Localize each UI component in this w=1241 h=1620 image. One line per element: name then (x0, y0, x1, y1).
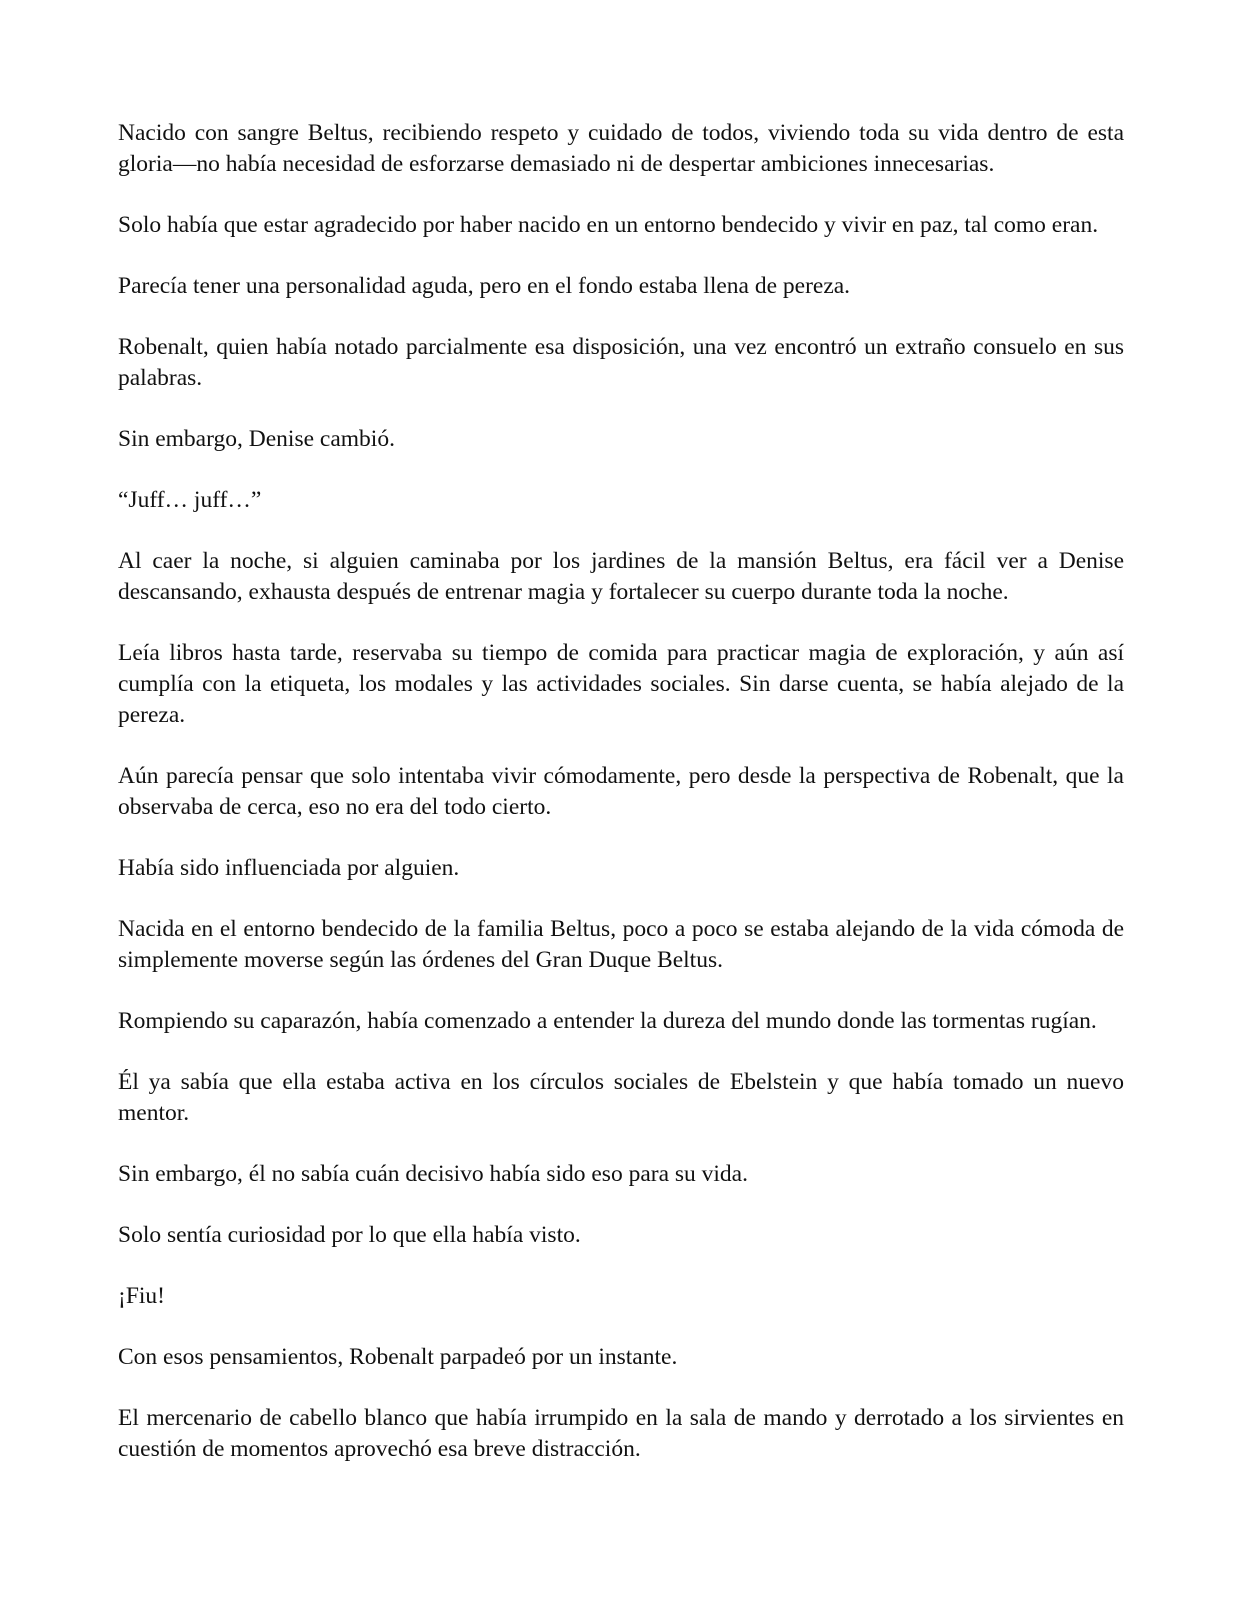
paragraph: Robenalt, quien había notado parcialmente esa disposición, una vez encontró un extraño consuelo en sus palabras. (118, 334, 1124, 391)
paragraph: Había sido influenciada por alguien. (118, 855, 460, 881)
paragraph: Nacido con sangre Beltus, recibiendo respeto y cuidado de todos, viviendo toda su vida dentro de esta gloria—no había necesidad de esforzarse demasiado ni de despertar ambiciones innecesarias. (118, 120, 1124, 177)
paragraph: Solo había que estar agradecido por haber nacido en un entorno bendecido y vivir en paz, tal como eran. (118, 212, 1099, 238)
paragraph: Sin embargo, Denise cambió. (118, 426, 395, 452)
paragraph: Rompiendo su caparazón, había comenzado a entender la dureza del mundo donde las tormentas rugían. (118, 1008, 1097, 1034)
page-body (118, 118, 1124, 1495)
paragraph: ¡Fiu! (118, 1283, 165, 1309)
paragraph: Solo sentía curiosidad por lo que ella había visto. (118, 1222, 581, 1248)
paragraph: Leía libros hasta tarde, reservaba su tiempo de comida para practicar magia de exploración, y aún así cumplía con la etiqueta, los modales y las actividades sociales. Sin darse cuenta, se había alejado de la pereza. (118, 640, 1124, 728)
paragraph: Al caer la noche, si alguien caminaba por los jardines de la mansión Beltus, era fácil ver a Denise descansando, exhausta después de entrenar magia y fortalecer su cuerpo durante toda la noche. (118, 548, 1124, 605)
paragraph: “Juff… juff…” (118, 487, 262, 513)
paragraph: Él ya sabía que ella estaba activa en los círculos sociales de Ebelstein y que había tomado un nuevo mentor. (118, 1069, 1124, 1126)
paragraph: Aún parecía pensar que solo intentaba vivir cómodamente, pero desde la perspectiva de Robenalt, que la observaba de cerca, eso no era del todo cierto. (118, 763, 1124, 820)
paragraph: El mercenario de cabello blanco que había irrumpido en la sala de mando y derrotado a los sirvientes en cuestión de momentos aprovechó esa breve distracción. (118, 1405, 1124, 1462)
paragraph: Con esos pensamientos, Robenalt parpadeó por un instante. (118, 1344, 678, 1370)
paragraph: Parecía tener una personalidad aguda, pero en el fondo estaba llena de pereza. (118, 273, 851, 299)
paragraph: Nacida en el entorno bendecido de la familia Beltus, poco a poco se estaba alejando de la vida cómoda de simplemente moverse según las órdenes del Gran Duque Beltus. (118, 916, 1124, 973)
paragraph: Sin embargo, él no sabía cuán decisivo había sido eso para su vida. (118, 1161, 748, 1187)
